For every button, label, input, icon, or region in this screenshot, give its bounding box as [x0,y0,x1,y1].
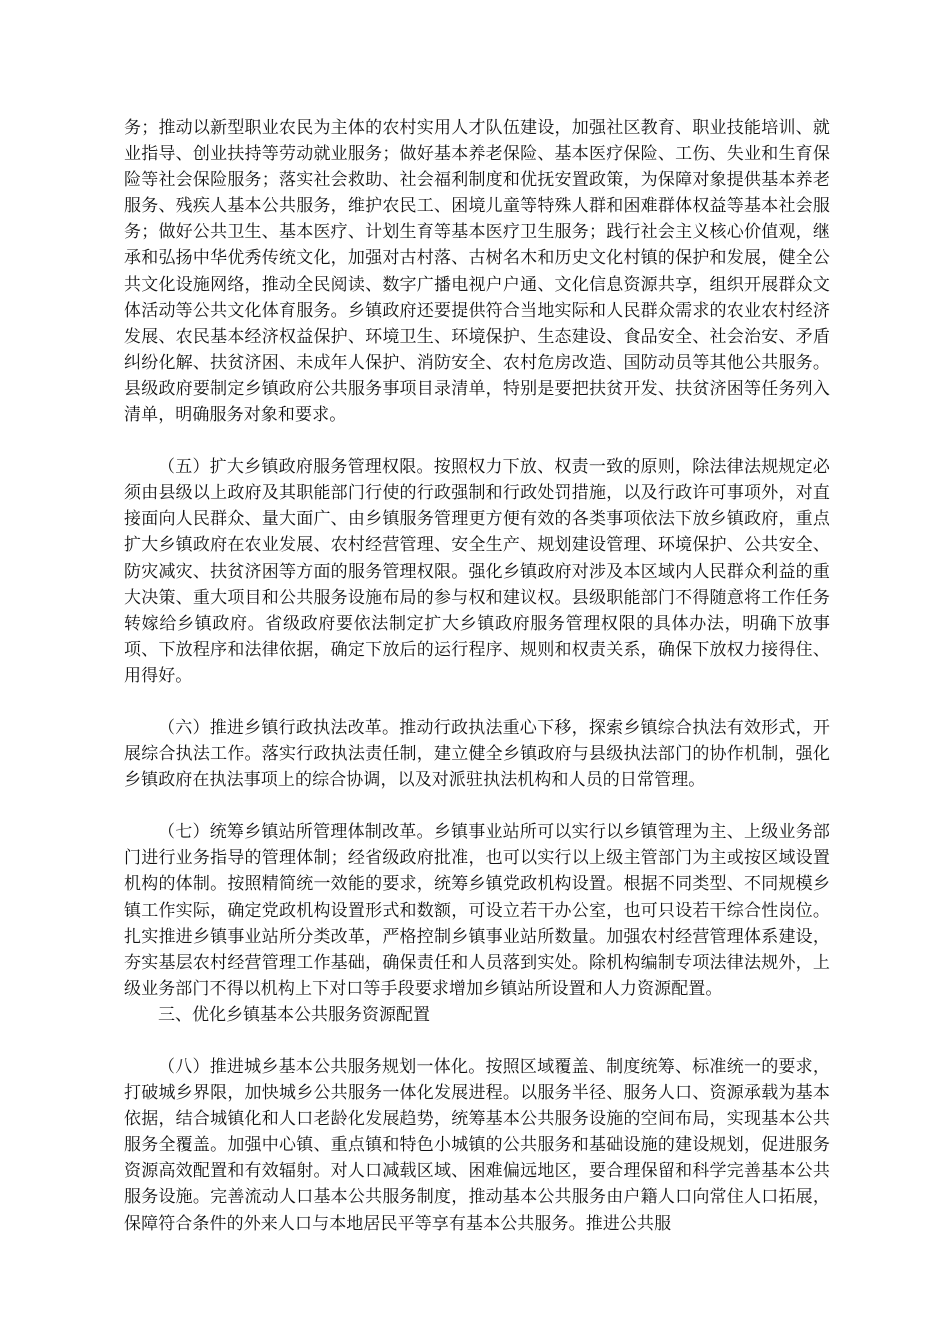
section-heading: 三、优化乡镇基本公共服务资源配置 [158,1004,430,1025]
document-page [124,115,830,1237]
paragraph-7: （七）统筹乡镇站所管理体制改革。乡镇事业站所可以实行以乡镇管理为主、上级业务部门进行业务指导的管理体制；经省级政府批准，也可以实行以上级主管部门为主或按区域设置机构的体制。按照精简统一效能的要求，统筹乡镇党政机构设置。根据不同类型、不同规模乡镇工作实际，确定党政机构设置形式和数额，可设立若干办公室，也可只设若干综合性岗位。扎实推进乡镇事业站所分类改革，严格控制乡镇事业站所数量。加强农村经营管理体系建设，夯实基层农村经营管理工作基础，确保责任和人员落到实处。除机构编制专项法律法规外，上级业务部门不得以机构上下对口等手段要求增加乡镇站所设置和人力资源配置。 [124,822,830,999]
paragraph-6: （六）推进乡镇行政执法改革。推动行政执法重心下移，探索乡镇综合执法有效形式，开展综合执法工作。落实行政执法责任制，建立健全乡镇政府与县级执法部门的协作机制，强化乡镇政府在执法事项上的综合协调，以及对派驻执法机构和人员的日常管理。 [124,717,830,791]
paragraph-5: （五）扩大乡镇政府服务管理权限。按照权力下放、权责一致的原则，除法律法规规定必须由县级以上政府及其职能部门行使的行政强制和行政处罚措施，以及行政许可事项外，对直接面向人民群众、量大面广、由乡镇服务管理更方便有效的各类事项依法下放乡镇政府，重点扩大乡镇政府在农业发展、农村经营管理、安全生产、规划建设管理、环境保护、公共安全、防灾减灾、扶贫济困等方面的服务管理权限。强化乡镇政府对涉及本区域内人民群众利益的重大决策、重大项目和公共服务设施布局的参与权和建议权。县级职能部门不得随意将工作任务转嫁给乡镇政府。省级政府要依法制定扩大乡镇政府服务管理权限的具体办法，明确下放事项、下放程序和法律依据，确定下放后的运行程序、规则和权责关系，确保下放权力接得住、用得好。 [124,457,830,686]
paragraph-8: （八）推进城乡基本公共服务规划一体化。按照区域覆盖、制度统筹、标准统一的要求，打破城乡界限，加快城乡公共服务一体化发展进程。以服务半径、服务人口、资源承载为基本依据，结合城镇化和人口老龄化发展趋势，统筹基本公共服务设施的空间布局，实现基本公共服务全覆盖。加强中心镇、重点镇和特色小城镇的公共服务和基础设施的建设规划，促进服务资源高效配置和有效辐射。对人口减载区域、困难偏远地区，要合理保留和科学完善基本公共服务设施。完善流动人口基本公共服务制度，推动基本公共服务由户籍人口向常住人口拓展，保障符合条件的外来人口与本地居民平等享有基本公共服务。推进公共服 [124,1057,830,1234]
paragraph-continued: 务；推动以新型职业农民为主体的农村实用人才队伍建设，加强社区教育、职业技能培训、就业指导、创业扶持等劳动就业服务；做好基本养老保险、基本医疗保险、工伤、失业和生育保险等社会保险服务；落实社会救助、社会福利制度和优抚安置政策，为保障对象提供基本养老服务、残疾人基本公共服务，维护农民工、困境儿童等特殊人群和困难群体权益等基本社会服务；做好公共卫生、基本医疗、计划生育等基本医疗卫生服务；践行社会主义核心价值观，继承和弘扬中华优秀传统文化，加强对古村落、古树名木和历史文化村镇的保护和发展，健全公共文化设施网络，推动全民阅读、数字广播电视户户通、文化信息资源共享，组织开展群众文体活动等公共文化体育服务。乡镇政府还要提供符合当地实际和人民群众需求的农业农村经济发展、农民基本经济权益保护、环境卫生、环境保护、生态建设、食品安全、社会治安、矛盾纠纷化解、扶贫济困、未成年人保护、消防安全、农村危房改造、国防动员等其他公共服务。县级政府要制定乡镇政府公共服务事项目录清单，特别是要把扶贫开发、扶贫济困等任务列入清单，明确服务对象和要求。 [124,118,830,426]
